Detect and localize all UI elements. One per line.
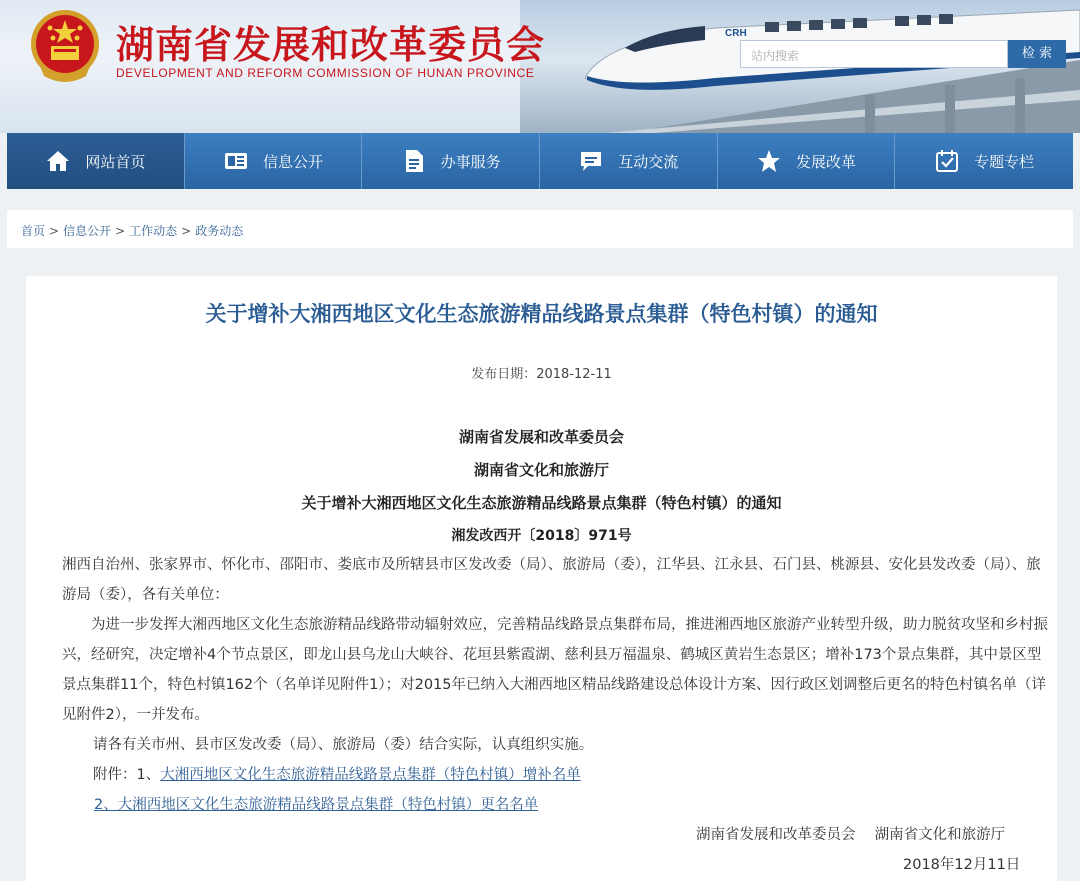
nav-item-interaction[interactable] [540, 133, 718, 189]
nav-item-label: 信息公开 [262, 152, 323, 171]
breadcrumb-info-disclosure[interactable]: 信息公开 [63, 224, 112, 238]
nav-item-label: 发展改革 [795, 152, 856, 171]
article-panel [26, 276, 1057, 881]
body-paragraph-2: 请各有关市州、县市区发改委（局）、旅游局（委）结合实际，认真组织实施。 [93, 737, 594, 753]
signature-issuers: 湖南省发展和改革委员会 湖南省文化和旅游厅 [696, 827, 1006, 843]
nav-item-services[interactable] [362, 133, 540, 189]
nav-item-development-reform[interactable] [718, 133, 896, 189]
chat-icon [578, 148, 604, 174]
attachment-line-2 [94, 790, 1064, 820]
breadcrumb [7, 210, 1073, 248]
nav-item-home[interactable] [7, 133, 185, 189]
breadcrumb-government-news[interactable]: 政务动态 [195, 224, 244, 238]
document-number: 湘发改西开〔2018〕971号 [451, 528, 632, 544]
nav-item-label: 办事服务 [440, 152, 501, 171]
nav-item-label: 专题专栏 [974, 152, 1035, 171]
breadcrumb-separator: > [49, 224, 60, 238]
nav-item-label: 网站首页 [85, 152, 146, 171]
calendar-check-icon [934, 148, 960, 174]
publish-date: 发布日期：2018-12-11 [471, 367, 612, 382]
star-icon [756, 148, 782, 174]
attachment-1-link[interactable]: 大湘西地区文化生态旅游精品线路景点集群（特色村镇）增补名单 [160, 767, 581, 783]
national-emblem-icon [26, 6, 104, 86]
breadcrumb-separator: > [181, 224, 192, 238]
breadcrumb-home[interactable]: 首页 [21, 224, 46, 238]
attachment-2-link[interactable]: 2、大湘西地区文化生态旅游精品线路景点集群（特色村镇）更名名单 [94, 797, 539, 813]
addressees-paragraph: 湘西自治州、张家界市、怀化市、邵阳市、娄底市及所辖县市区发改委（局）、旅游局（委），江华县、江永县、石门县、桃源县、安化县发改委（局）、旅游局（委），各有关单位： [62, 557, 1041, 603]
main-nav [7, 133, 1073, 189]
document-icon [401, 148, 427, 174]
home-icon [45, 148, 71, 174]
attachment-line-1 [64, 760, 1034, 790]
document-title: 关于增补大湘西地区文化生态旅游精品线路景点集群（特色村镇）的通知 [301, 494, 782, 512]
attachment-prefix: 附件：1、 [93, 767, 161, 783]
nav-item-label: 互动交流 [618, 152, 679, 171]
breadcrumb-work-news[interactable]: 工作动态 [129, 224, 178, 238]
search-button[interactable]: 检 索 [1008, 40, 1066, 68]
signature-date: 2018年12月11日 [903, 857, 1021, 873]
search-input[interactable]: 站内搜索 [740, 40, 1008, 68]
issuer-2: 湖南省文化和旅游厅 [473, 461, 609, 479]
book-icon [223, 148, 249, 174]
nav-item-info-disclosure[interactable] [185, 133, 363, 189]
issuer-1: 湖南省发展和改革委员会 [458, 428, 624, 446]
breadcrumb-separator: > [115, 224, 126, 238]
body-paragraph-1: 为进一步发挥大湘西地区文化生态旅游精品线路带动辐射效应，完善精品线路景点集群布局，推进湘西地区旅游产业转型升级，助力脱贫攻坚和乡村振兴，经研究，决定增补4个节点景区，即龙山县乌龙山大峡谷、花垣县紫霞湖、慈利县万福温泉、鹤城区黄岩生态景区；增补173个景点集群，其中景区型景点集群11个，特色村镇162个（名单详见附件1）；对2015年已纳入大湘西地区精品线路建设总体设计方案、因行政区划调整后更名的特色村镇名单（详见附件2），一并发布。 [62, 617, 1048, 723]
train-crh-label: CRH [725, 28, 747, 39]
article-title: 关于增补大湘西地区文化生态旅游精品线路景点集群（特色村镇）的通知 [205, 302, 878, 326]
site-title: 湖南省发展和改革委员会 [116, 23, 546, 67]
site-subtitle: DEVELOPMENT AND REFORM COMMISSION OF HUNAN PROVINCE [116, 66, 535, 80]
site-header [0, 0, 1080, 133]
nav-item-special-topics[interactable] [895, 133, 1073, 189]
